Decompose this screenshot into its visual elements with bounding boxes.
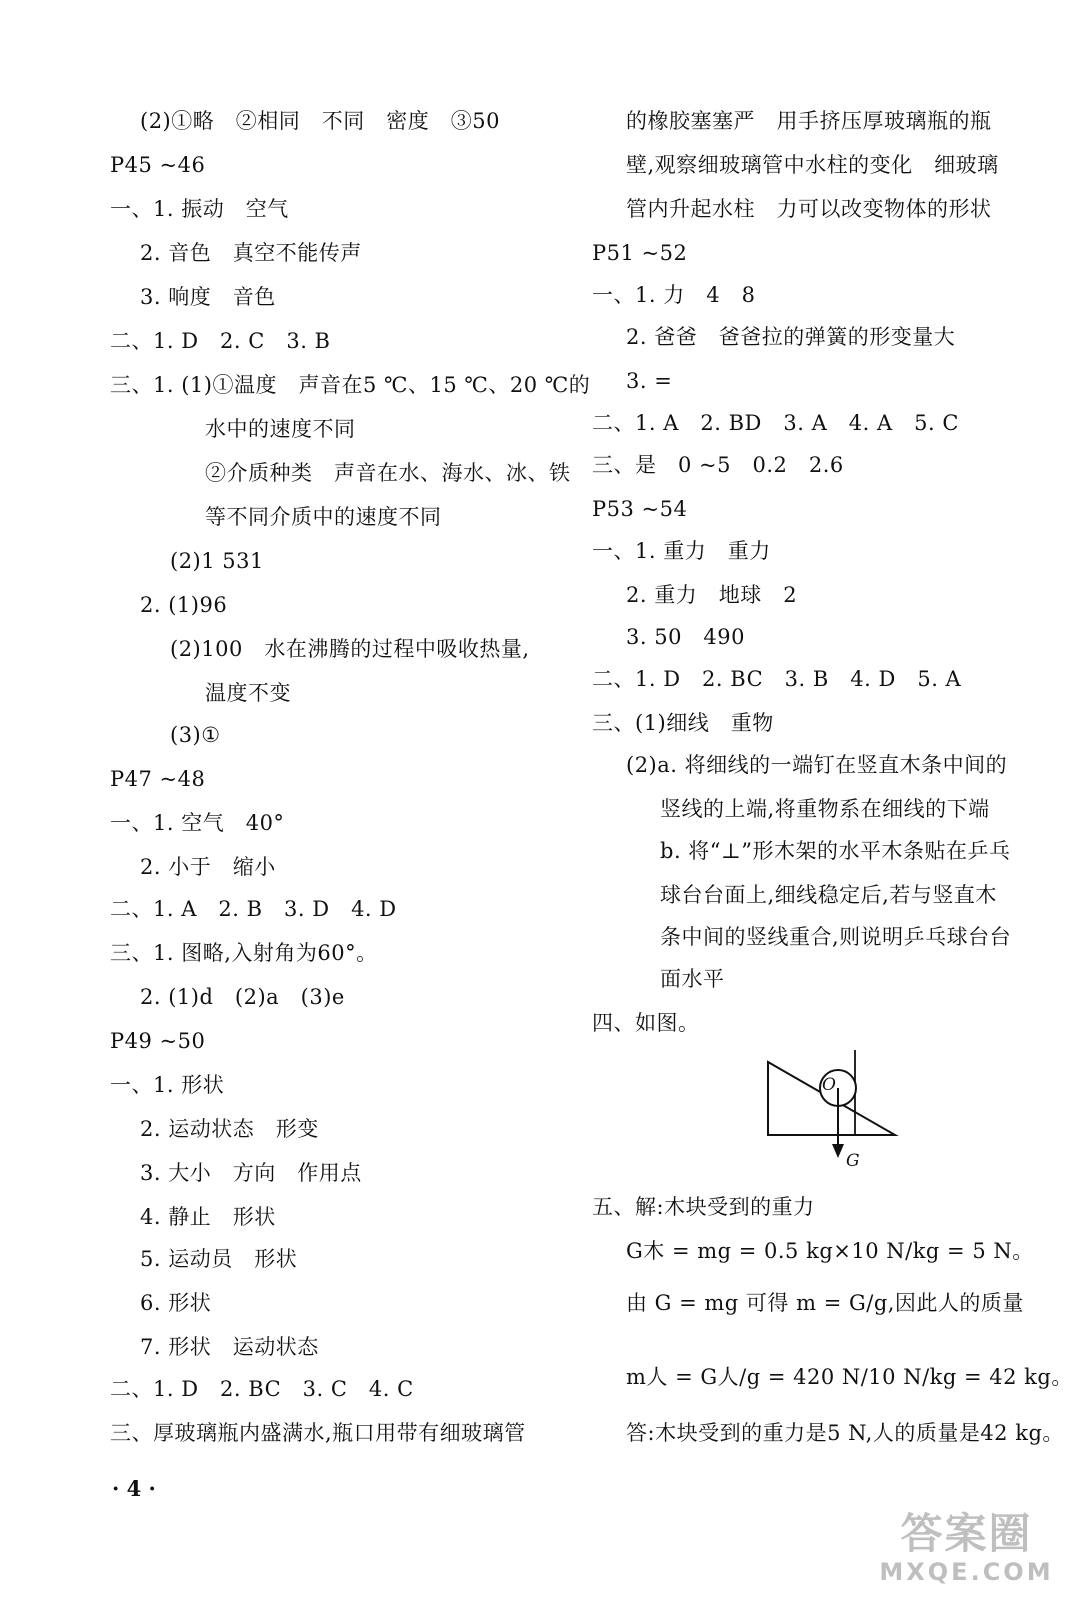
answer-line: 三、1. (1)①温度 声音在5 ℃、15 ℃、20 ℃的 [110, 373, 591, 397]
answer-line: (2)100 水在沸腾的过程中吸收热量, [170, 637, 530, 661]
formula-line: 由 G = mg 可得 m = G/g,因此人的质量 [626, 1291, 1024, 1315]
section-heading-p45: P45 ~46 [110, 153, 206, 177]
answer-line: 6. 形状 [140, 1291, 212, 1315]
answer-line: (2)①略 ②相同 不同 密度 ③50 [140, 109, 500, 133]
answer-line: 2. (1)96 [140, 593, 228, 617]
answer-line: 5. 运动员 形状 [140, 1247, 298, 1271]
answer-line: 管内升起水柱 力可以改变物体的形状 [626, 197, 992, 221]
watermark-logo [864, 1510, 1069, 1590]
answer-line: 三、厚玻璃瓶内盛满水,瓶口用带有细玻璃管 [110, 1421, 526, 1445]
answer-line: 2. (1)d (2)a (3)e [140, 985, 345, 1009]
answer-line: 三、1. 图略,入射角为60°。 [110, 941, 378, 965]
answer-line: ②介质种类 声音在水、海水、冰、铁 [205, 461, 571, 485]
answer-line: 2. 运动状态 形变 [140, 1117, 319, 1141]
answer-line: 3. 50 490 [626, 625, 746, 649]
answer-line: 的橡胶塞塞严 用手挤压厚玻璃瓶的瓶 [626, 109, 992, 133]
answer-line: 四、如图。 [592, 1011, 700, 1035]
answer-line: 二、1. D 2. C 3. B [110, 329, 331, 353]
answer-line: 3. 大小 方向 作用点 [140, 1161, 362, 1185]
answer-line: 一、1. 形状 [110, 1073, 225, 1097]
answer-line: 一、1. 力 4 8 [592, 283, 756, 307]
answer-line: 三、是 0 ~5 0.2 2.6 [592, 453, 844, 477]
answer-line: 2. 爸爸 爸爸拉的弹簧的形变量大 [626, 325, 956, 349]
formula-line: G木 = mg = 0.5 kg×10 N/kg = 5 N。 [626, 1239, 1034, 1263]
answer-line: 2. 重力 地球 2 [626, 583, 798, 607]
answer-line: 竖线的上端,将重物系在细线的下端 [660, 797, 990, 821]
answer-line: (2)1 531 [170, 549, 264, 573]
answer-line: 温度不变 [205, 681, 291, 705]
answer-line: (3)① [170, 723, 221, 747]
gravity-arrowhead [832, 1144, 844, 1158]
watermark-title: 答案圈 [900, 1509, 1033, 1558]
answer-line: 等不同介质中的速度不同 [205, 505, 442, 529]
answer-line: 3. 响度 音色 [140, 285, 276, 309]
section-heading-p49: P49 ~50 [110, 1029, 206, 1053]
answer-line: 2. 小于 缩小 [140, 855, 276, 879]
incline-ball-diagram [760, 1040, 910, 1180]
answer-line: 一、1. 振动 空气 [110, 197, 289, 221]
answer-line: 水中的速度不同 [205, 417, 356, 441]
answer-line: 五、解:木块受到的重力 [592, 1195, 815, 1219]
answer-line: 一、1. 重力 重力 [592, 539, 771, 563]
answer-line: 3. = [626, 369, 673, 393]
answer-line: 面水平 [660, 967, 725, 991]
answer-line: 4. 静止 形状 [140, 1205, 276, 1229]
answer-line: 球台台面上,细线稳定后,若与竖直木 [660, 883, 997, 907]
formula-line: m人 = G人/g = 420 N/10 N/kg = 42 kg。 [626, 1365, 1073, 1389]
section-heading-p51: P51 ~52 [592, 241, 688, 265]
watermark-url: MXQE.COM [879, 1558, 1054, 1586]
answer-line: 一、1. 空气 40° [110, 811, 285, 835]
answer-line: 二、1. A 2. BD 3. A 4. A 5. C [592, 411, 959, 435]
answer-line: 二、1. D 2. BC 3. B 4. D 5. A [592, 667, 962, 691]
gravity-label-g: G [846, 1151, 860, 1171]
answer-line: 三、(1)细线 重物 [592, 711, 774, 735]
center-label-o: O [822, 1075, 836, 1095]
answer-line: 答:木块受到的重力是5 N,人的质量是42 kg。 [626, 1421, 1064, 1445]
section-heading-p53: P53 ~54 [592, 497, 688, 521]
answer-line: 壁,观察细玻璃管中水柱的变化 细玻璃 [626, 153, 999, 177]
answer-line: 条中间的竖线重合,则说明乒乓球台台 [660, 925, 1012, 949]
answer-line: 二、1. D 2. BC 3. C 4. C [110, 1377, 414, 1401]
answer-line: 二、1. A 2. B 3. D 4. D [110, 897, 397, 921]
answer-line: b. 将“⊥”形木架的水平木条贴在乒乓 [660, 839, 1011, 863]
answer-line: (2)a. 将细线的一端钉在竖直木条中间的 [626, 753, 1008, 777]
answer-line: 2. 音色 真空不能传声 [140, 241, 362, 265]
page-number: · 4 · [112, 1476, 156, 1501]
answer-line: 7. 形状 运动状态 [140, 1335, 319, 1359]
section-heading-p47: P47 ~48 [110, 767, 206, 791]
